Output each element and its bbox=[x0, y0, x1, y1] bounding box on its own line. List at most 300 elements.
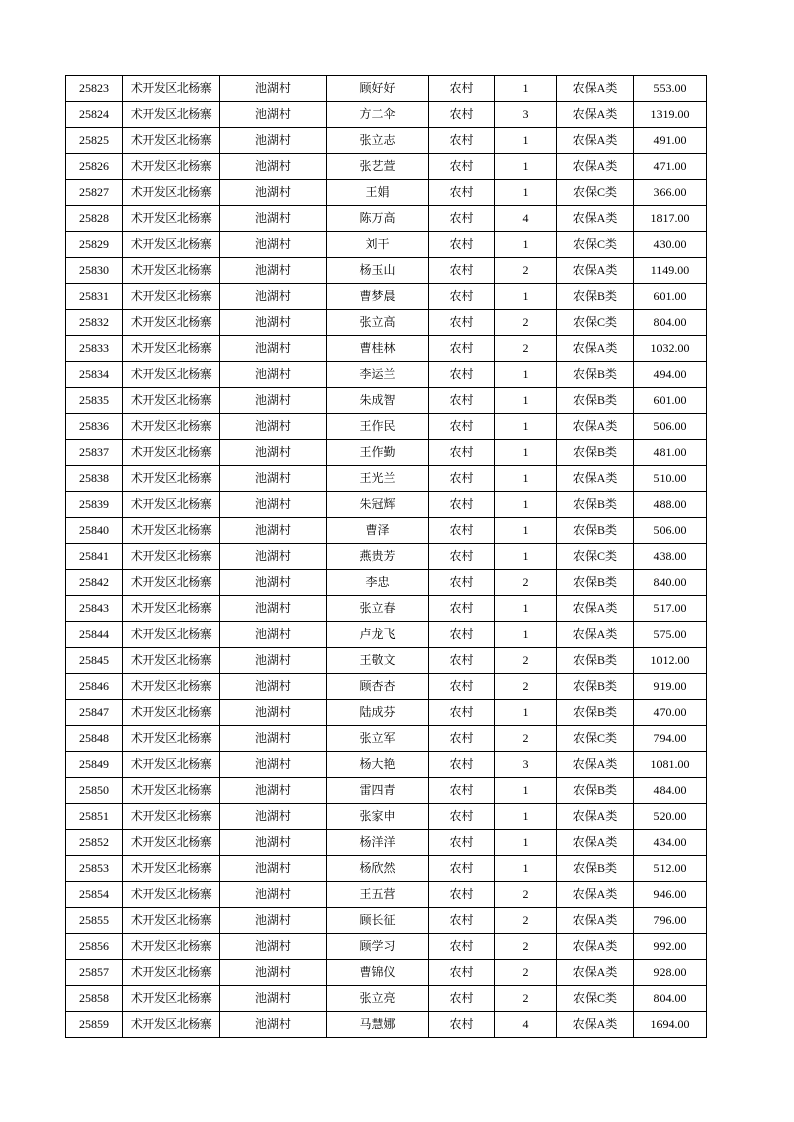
cell-village: 池湖村 bbox=[220, 518, 327, 544]
cell-person-name: 方二伞 bbox=[327, 102, 429, 128]
cell-person-name: 燕贵芳 bbox=[327, 544, 429, 570]
cell-amount: 601.00 bbox=[634, 388, 707, 414]
cell-insurance-category: 农保A类 bbox=[557, 960, 634, 986]
cell-area: 术开发区北杨寨 bbox=[123, 518, 220, 544]
cell-person-name: 王作勤 bbox=[327, 440, 429, 466]
cell-person-name: 张家申 bbox=[327, 804, 429, 830]
cell-id: 25847 bbox=[66, 700, 123, 726]
cell-area: 术开发区北杨寨 bbox=[123, 102, 220, 128]
cell-village: 池湖村 bbox=[220, 674, 327, 700]
cell-person-name: 张立春 bbox=[327, 596, 429, 622]
cell-count: 1 bbox=[495, 856, 557, 882]
cell-amount: 1012.00 bbox=[634, 648, 707, 674]
cell-area: 术开发区北杨寨 bbox=[123, 414, 220, 440]
cell-id: 25845 bbox=[66, 648, 123, 674]
table-row bbox=[66, 700, 707, 726]
cell-id: 25827 bbox=[66, 180, 123, 206]
cell-village: 池湖村 bbox=[220, 856, 327, 882]
cell-person-name: 王娟 bbox=[327, 180, 429, 206]
cell-residence-type: 农村 bbox=[429, 700, 495, 726]
cell-village: 池湖村 bbox=[220, 102, 327, 128]
cell-amount: 553.00 bbox=[634, 76, 707, 102]
cell-insurance-category: 农保A类 bbox=[557, 622, 634, 648]
cell-count: 1 bbox=[495, 700, 557, 726]
cell-amount: 804.00 bbox=[634, 310, 707, 336]
table-row bbox=[66, 180, 707, 206]
benefits-table bbox=[65, 75, 707, 1038]
table-row bbox=[66, 960, 707, 986]
cell-count: 1 bbox=[495, 830, 557, 856]
table-row bbox=[66, 128, 707, 154]
table-row bbox=[66, 388, 707, 414]
cell-insurance-category: 农保B类 bbox=[557, 648, 634, 674]
cell-area: 术开发区北杨寨 bbox=[123, 908, 220, 934]
cell-insurance-category: 农保C类 bbox=[557, 180, 634, 206]
cell-residence-type: 农村 bbox=[429, 960, 495, 986]
cell-amount: 471.00 bbox=[634, 154, 707, 180]
cell-count: 1 bbox=[495, 76, 557, 102]
cell-village: 池湖村 bbox=[220, 986, 327, 1012]
cell-id: 25835 bbox=[66, 388, 123, 414]
cell-insurance-category: 农保A类 bbox=[557, 336, 634, 362]
cell-residence-type: 农村 bbox=[429, 466, 495, 492]
cell-amount: 794.00 bbox=[634, 726, 707, 752]
cell-village: 池湖村 bbox=[220, 128, 327, 154]
cell-amount: 1694.00 bbox=[634, 1012, 707, 1038]
cell-residence-type: 农村 bbox=[429, 414, 495, 440]
cell-id: 25856 bbox=[66, 934, 123, 960]
cell-area: 术开发区北杨寨 bbox=[123, 960, 220, 986]
cell-village: 池湖村 bbox=[220, 570, 327, 596]
cell-person-name: 张艺萱 bbox=[327, 154, 429, 180]
cell-count: 2 bbox=[495, 726, 557, 752]
cell-count: 1 bbox=[495, 466, 557, 492]
cell-person-name: 朱冠辉 bbox=[327, 492, 429, 518]
cell-insurance-category: 农保A类 bbox=[557, 128, 634, 154]
table-row bbox=[66, 310, 707, 336]
cell-amount: 1149.00 bbox=[634, 258, 707, 284]
cell-insurance-category: 农保A类 bbox=[557, 908, 634, 934]
cell-village: 池湖村 bbox=[220, 310, 327, 336]
cell-person-name: 王敬文 bbox=[327, 648, 429, 674]
cell-person-name: 朱成智 bbox=[327, 388, 429, 414]
cell-residence-type: 农村 bbox=[429, 284, 495, 310]
cell-residence-type: 农村 bbox=[429, 518, 495, 544]
cell-area: 术开发区北杨寨 bbox=[123, 830, 220, 856]
cell-village: 池湖村 bbox=[220, 180, 327, 206]
cell-id: 25844 bbox=[66, 622, 123, 648]
cell-id: 25834 bbox=[66, 362, 123, 388]
cell-id: 25830 bbox=[66, 258, 123, 284]
table-row bbox=[66, 258, 707, 284]
cell-count: 2 bbox=[495, 310, 557, 336]
cell-insurance-category: 农保A类 bbox=[557, 102, 634, 128]
cell-amount: 506.00 bbox=[634, 518, 707, 544]
cell-insurance-category: 农保B类 bbox=[557, 284, 634, 310]
cell-area: 术开发区北杨寨 bbox=[123, 128, 220, 154]
cell-id: 25846 bbox=[66, 674, 123, 700]
cell-person-name: 李运兰 bbox=[327, 362, 429, 388]
cell-person-name: 陈万高 bbox=[327, 206, 429, 232]
cell-village: 池湖村 bbox=[220, 726, 327, 752]
cell-person-name: 刘干 bbox=[327, 232, 429, 258]
cell-person-name: 曹泽 bbox=[327, 518, 429, 544]
cell-count: 2 bbox=[495, 908, 557, 934]
table-body bbox=[66, 76, 707, 1038]
cell-amount: 430.00 bbox=[634, 232, 707, 258]
cell-insurance-category: 农保A类 bbox=[557, 154, 634, 180]
cell-insurance-category: 农保B类 bbox=[557, 518, 634, 544]
cell-count: 2 bbox=[495, 336, 557, 362]
cell-amount: 1319.00 bbox=[634, 102, 707, 128]
cell-area: 术开发区北杨寨 bbox=[123, 726, 220, 752]
cell-insurance-category: 农保C类 bbox=[557, 986, 634, 1012]
cell-amount: 796.00 bbox=[634, 908, 707, 934]
cell-amount: 575.00 bbox=[634, 622, 707, 648]
cell-residence-type: 农村 bbox=[429, 726, 495, 752]
cell-village: 池湖村 bbox=[220, 960, 327, 986]
cell-village: 池湖村 bbox=[220, 622, 327, 648]
cell-person-name: 顾长征 bbox=[327, 908, 429, 934]
cell-residence-type: 农村 bbox=[429, 128, 495, 154]
cell-person-name: 曹梦晨 bbox=[327, 284, 429, 310]
cell-village: 池湖村 bbox=[220, 258, 327, 284]
cell-area: 术开发区北杨寨 bbox=[123, 856, 220, 882]
cell-village: 池湖村 bbox=[220, 440, 327, 466]
table-row bbox=[66, 882, 707, 908]
cell-count: 1 bbox=[495, 284, 557, 310]
cell-person-name: 顾好好 bbox=[327, 76, 429, 102]
cell-insurance-category: 农保A类 bbox=[557, 882, 634, 908]
cell-insurance-category: 农保B类 bbox=[557, 674, 634, 700]
cell-residence-type: 农村 bbox=[429, 882, 495, 908]
cell-person-name: 顾杏杏 bbox=[327, 674, 429, 700]
table-row bbox=[66, 726, 707, 752]
cell-count: 2 bbox=[495, 960, 557, 986]
cell-id: 25840 bbox=[66, 518, 123, 544]
table-row bbox=[66, 206, 707, 232]
cell-id: 25832 bbox=[66, 310, 123, 336]
table-row bbox=[66, 284, 707, 310]
cell-village: 池湖村 bbox=[220, 466, 327, 492]
cell-amount: 434.00 bbox=[634, 830, 707, 856]
cell-village: 池湖村 bbox=[220, 336, 327, 362]
cell-residence-type: 农村 bbox=[429, 986, 495, 1012]
cell-area: 术开发区北杨寨 bbox=[123, 934, 220, 960]
cell-village: 池湖村 bbox=[220, 596, 327, 622]
cell-area: 术开发区北杨寨 bbox=[123, 362, 220, 388]
cell-insurance-category: 农保A类 bbox=[557, 830, 634, 856]
cell-residence-type: 农村 bbox=[429, 908, 495, 934]
cell-person-name: 杨大艳 bbox=[327, 752, 429, 778]
table-row bbox=[66, 674, 707, 700]
cell-insurance-category: 农保B类 bbox=[557, 362, 634, 388]
cell-count: 1 bbox=[495, 154, 557, 180]
cell-id: 25842 bbox=[66, 570, 123, 596]
table-row bbox=[66, 908, 707, 934]
table-row bbox=[66, 362, 707, 388]
cell-id: 25855 bbox=[66, 908, 123, 934]
cell-id: 25859 bbox=[66, 1012, 123, 1038]
table-row bbox=[66, 518, 707, 544]
cell-count: 1 bbox=[495, 778, 557, 804]
cell-residence-type: 农村 bbox=[429, 362, 495, 388]
cell-residence-type: 农村 bbox=[429, 544, 495, 570]
cell-insurance-category: 农保A类 bbox=[557, 76, 634, 102]
cell-insurance-category: 农保A类 bbox=[557, 206, 634, 232]
cell-count: 1 bbox=[495, 440, 557, 466]
cell-area: 术开发区北杨寨 bbox=[123, 76, 220, 102]
cell-area: 术开发区北杨寨 bbox=[123, 648, 220, 674]
cell-amount: 919.00 bbox=[634, 674, 707, 700]
cell-amount: 510.00 bbox=[634, 466, 707, 492]
cell-count: 1 bbox=[495, 596, 557, 622]
cell-amount: 520.00 bbox=[634, 804, 707, 830]
cell-person-name: 马慧娜 bbox=[327, 1012, 429, 1038]
cell-count: 1 bbox=[495, 544, 557, 570]
cell-insurance-category: 农保A类 bbox=[557, 466, 634, 492]
cell-count: 2 bbox=[495, 674, 557, 700]
cell-count: 1 bbox=[495, 622, 557, 648]
cell-village: 池湖村 bbox=[220, 492, 327, 518]
cell-count: 1 bbox=[495, 518, 557, 544]
cell-id: 25852 bbox=[66, 830, 123, 856]
cell-residence-type: 农村 bbox=[429, 596, 495, 622]
cell-residence-type: 农村 bbox=[429, 674, 495, 700]
cell-area: 术开发区北杨寨 bbox=[123, 1012, 220, 1038]
cell-amount: 946.00 bbox=[634, 882, 707, 908]
cell-id: 25839 bbox=[66, 492, 123, 518]
cell-amount: 494.00 bbox=[634, 362, 707, 388]
cell-insurance-category: 农保A类 bbox=[557, 596, 634, 622]
cell-amount: 506.00 bbox=[634, 414, 707, 440]
cell-residence-type: 农村 bbox=[429, 388, 495, 414]
cell-amount: 992.00 bbox=[634, 934, 707, 960]
cell-residence-type: 农村 bbox=[429, 648, 495, 674]
cell-village: 池湖村 bbox=[220, 830, 327, 856]
cell-person-name: 张立军 bbox=[327, 726, 429, 752]
cell-amount: 512.00 bbox=[634, 856, 707, 882]
cell-residence-type: 农村 bbox=[429, 830, 495, 856]
cell-area: 术开发区北杨寨 bbox=[123, 570, 220, 596]
table-row bbox=[66, 570, 707, 596]
cell-residence-type: 农村 bbox=[429, 1012, 495, 1038]
cell-count: 2 bbox=[495, 882, 557, 908]
cell-insurance-category: 农保A类 bbox=[557, 752, 634, 778]
cell-count: 1 bbox=[495, 362, 557, 388]
cell-amount: 484.00 bbox=[634, 778, 707, 804]
cell-area: 术开发区北杨寨 bbox=[123, 206, 220, 232]
cell-area: 术开发区北杨寨 bbox=[123, 986, 220, 1012]
table-row bbox=[66, 752, 707, 778]
cell-amount: 1032.00 bbox=[634, 336, 707, 362]
cell-person-name: 王光兰 bbox=[327, 466, 429, 492]
cell-village: 池湖村 bbox=[220, 206, 327, 232]
cell-person-name: 杨玉山 bbox=[327, 258, 429, 284]
cell-count: 2 bbox=[495, 570, 557, 596]
cell-id: 25829 bbox=[66, 232, 123, 258]
cell-residence-type: 农村 bbox=[429, 258, 495, 284]
cell-residence-type: 农村 bbox=[429, 934, 495, 960]
cell-village: 池湖村 bbox=[220, 908, 327, 934]
table-row bbox=[66, 804, 707, 830]
cell-amount: 840.00 bbox=[634, 570, 707, 596]
cell-amount: 517.00 bbox=[634, 596, 707, 622]
cell-person-name: 李忠 bbox=[327, 570, 429, 596]
table-row bbox=[66, 336, 707, 362]
cell-village: 池湖村 bbox=[220, 648, 327, 674]
cell-residence-type: 农村 bbox=[429, 856, 495, 882]
cell-amount: 488.00 bbox=[634, 492, 707, 518]
cell-insurance-category: 农保B类 bbox=[557, 570, 634, 596]
table-row bbox=[66, 414, 707, 440]
cell-amount: 601.00 bbox=[634, 284, 707, 310]
cell-person-name: 顾学习 bbox=[327, 934, 429, 960]
cell-area: 术开发区北杨寨 bbox=[123, 804, 220, 830]
cell-residence-type: 农村 bbox=[429, 778, 495, 804]
cell-area: 术开发区北杨寨 bbox=[123, 674, 220, 700]
cell-id: 25851 bbox=[66, 804, 123, 830]
table-row bbox=[66, 154, 707, 180]
cell-area: 术开发区北杨寨 bbox=[123, 752, 220, 778]
cell-id: 25848 bbox=[66, 726, 123, 752]
table-row bbox=[66, 1012, 707, 1038]
cell-count: 2 bbox=[495, 258, 557, 284]
cell-area: 术开发区北杨寨 bbox=[123, 466, 220, 492]
cell-amount: 481.00 bbox=[634, 440, 707, 466]
cell-residence-type: 农村 bbox=[429, 154, 495, 180]
cell-amount: 804.00 bbox=[634, 986, 707, 1012]
cell-amount: 470.00 bbox=[634, 700, 707, 726]
cell-area: 术开发区北杨寨 bbox=[123, 336, 220, 362]
cell-village: 池湖村 bbox=[220, 232, 327, 258]
cell-insurance-category: 农保A类 bbox=[557, 804, 634, 830]
cell-amount: 491.00 bbox=[634, 128, 707, 154]
cell-residence-type: 农村 bbox=[429, 752, 495, 778]
cell-insurance-category: 农保A类 bbox=[557, 934, 634, 960]
cell-person-name: 曹桂林 bbox=[327, 336, 429, 362]
cell-count: 3 bbox=[495, 752, 557, 778]
cell-id: 25857 bbox=[66, 960, 123, 986]
cell-insurance-category: 农保B类 bbox=[557, 700, 634, 726]
cell-person-name: 王五营 bbox=[327, 882, 429, 908]
cell-insurance-category: 农保C类 bbox=[557, 310, 634, 336]
cell-id: 25828 bbox=[66, 206, 123, 232]
table-row bbox=[66, 856, 707, 882]
cell-area: 术开发区北杨寨 bbox=[123, 310, 220, 336]
cell-count: 2 bbox=[495, 986, 557, 1012]
cell-count: 1 bbox=[495, 492, 557, 518]
cell-id: 25854 bbox=[66, 882, 123, 908]
cell-village: 池湖村 bbox=[220, 414, 327, 440]
cell-insurance-category: 农保A类 bbox=[557, 1012, 634, 1038]
cell-id: 25849 bbox=[66, 752, 123, 778]
cell-insurance-category: 农保C类 bbox=[557, 544, 634, 570]
cell-area: 术开发区北杨寨 bbox=[123, 180, 220, 206]
cell-count: 1 bbox=[495, 388, 557, 414]
cell-person-name: 杨欣然 bbox=[327, 856, 429, 882]
cell-village: 池湖村 bbox=[220, 154, 327, 180]
cell-person-name: 王作民 bbox=[327, 414, 429, 440]
cell-id: 25833 bbox=[66, 336, 123, 362]
cell-insurance-category: 农保C类 bbox=[557, 232, 634, 258]
cell-residence-type: 农村 bbox=[429, 570, 495, 596]
cell-village: 池湖村 bbox=[220, 1012, 327, 1038]
cell-id: 25843 bbox=[66, 596, 123, 622]
cell-insurance-category: 农保B类 bbox=[557, 856, 634, 882]
cell-area: 术开发区北杨寨 bbox=[123, 258, 220, 284]
cell-insurance-category: 农保B类 bbox=[557, 388, 634, 414]
table-row bbox=[66, 232, 707, 258]
cell-count: 1 bbox=[495, 804, 557, 830]
cell-residence-type: 农村 bbox=[429, 336, 495, 362]
table-row bbox=[66, 466, 707, 492]
table-row bbox=[66, 986, 707, 1012]
cell-residence-type: 农村 bbox=[429, 492, 495, 518]
table-row bbox=[66, 934, 707, 960]
cell-person-name: 张立亮 bbox=[327, 986, 429, 1012]
cell-area: 术开发区北杨寨 bbox=[123, 778, 220, 804]
table-row bbox=[66, 440, 707, 466]
cell-area: 术开发区北杨寨 bbox=[123, 882, 220, 908]
cell-person-name: 卢龙飞 bbox=[327, 622, 429, 648]
cell-person-name: 张立志 bbox=[327, 128, 429, 154]
cell-residence-type: 农村 bbox=[429, 206, 495, 232]
cell-count: 1 bbox=[495, 128, 557, 154]
cell-id: 25825 bbox=[66, 128, 123, 154]
cell-id: 25841 bbox=[66, 544, 123, 570]
cell-insurance-category: 农保B类 bbox=[557, 440, 634, 466]
cell-area: 术开发区北杨寨 bbox=[123, 492, 220, 518]
cell-id: 25831 bbox=[66, 284, 123, 310]
cell-person-name: 杨洋洋 bbox=[327, 830, 429, 856]
table-row bbox=[66, 492, 707, 518]
cell-amount: 366.00 bbox=[634, 180, 707, 206]
cell-village: 池湖村 bbox=[220, 934, 327, 960]
cell-residence-type: 农村 bbox=[429, 622, 495, 648]
table-row bbox=[66, 648, 707, 674]
cell-village: 池湖村 bbox=[220, 882, 327, 908]
cell-amount: 438.00 bbox=[634, 544, 707, 570]
cell-village: 池湖村 bbox=[220, 752, 327, 778]
cell-amount: 1817.00 bbox=[634, 206, 707, 232]
cell-area: 术开发区北杨寨 bbox=[123, 596, 220, 622]
cell-id: 25853 bbox=[66, 856, 123, 882]
cell-area: 术开发区北杨寨 bbox=[123, 544, 220, 570]
cell-id: 25838 bbox=[66, 466, 123, 492]
cell-area: 术开发区北杨寨 bbox=[123, 284, 220, 310]
cell-insurance-category: 农保C类 bbox=[557, 726, 634, 752]
cell-id: 25836 bbox=[66, 414, 123, 440]
cell-count: 4 bbox=[495, 206, 557, 232]
cell-person-name: 曹锦仪 bbox=[327, 960, 429, 986]
cell-residence-type: 农村 bbox=[429, 310, 495, 336]
table-row bbox=[66, 778, 707, 804]
cell-area: 术开发区北杨寨 bbox=[123, 232, 220, 258]
cell-residence-type: 农村 bbox=[429, 232, 495, 258]
cell-id: 25826 bbox=[66, 154, 123, 180]
table-row bbox=[66, 544, 707, 570]
cell-insurance-category: 农保B类 bbox=[557, 492, 634, 518]
table-row bbox=[66, 596, 707, 622]
cell-insurance-category: 农保B类 bbox=[557, 778, 634, 804]
cell-area: 术开发区北杨寨 bbox=[123, 388, 220, 414]
cell-count: 1 bbox=[495, 232, 557, 258]
cell-insurance-category: 农保A类 bbox=[557, 414, 634, 440]
cell-village: 池湖村 bbox=[220, 362, 327, 388]
cell-village: 池湖村 bbox=[220, 76, 327, 102]
cell-id: 25858 bbox=[66, 986, 123, 1012]
